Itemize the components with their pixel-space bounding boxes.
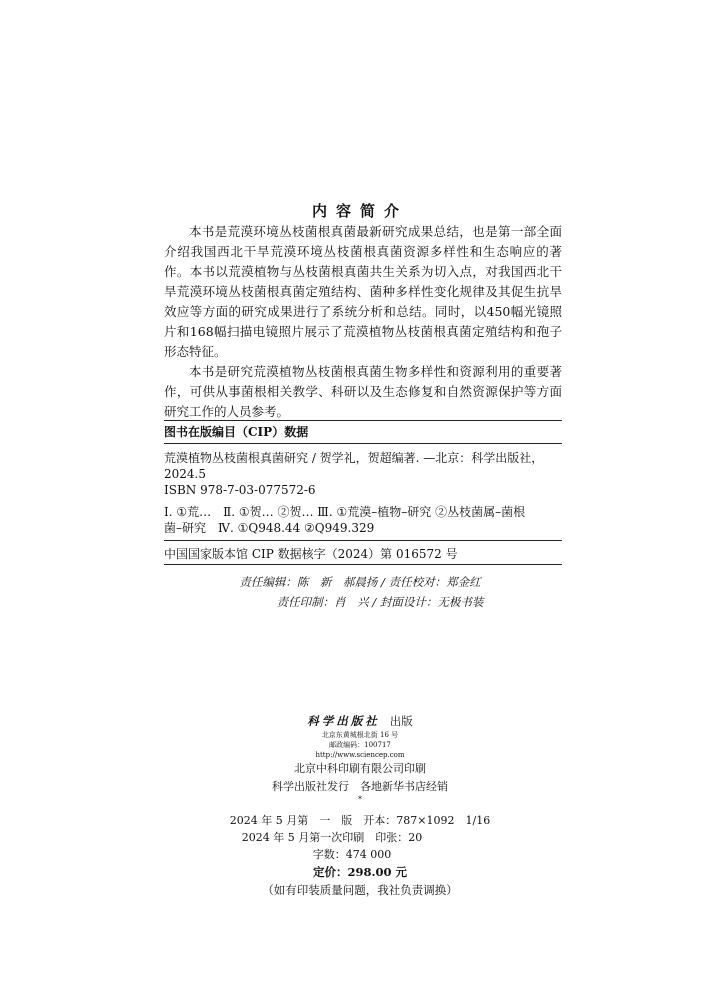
- publisher-address: 北京东黄城根北街 16 号: [321, 731, 399, 739]
- separator-star: *: [358, 795, 362, 804]
- intro-paragraph-2: 本书是研究荒漠植物丛枝菌根真菌生物多样性和资源利用的重要著作，可供从事菌根相关教学、科研以及生态修复和自然资源保护等方面研究工作的人员参考。: [164, 364, 562, 419]
- printer: 北京中科印刷有限公司印刷: [294, 762, 426, 775]
- printing-line: 2024 年 5 月第一次印刷 印张：20: [241, 831, 423, 844]
- edition-line: 2024 年 5 月第 一 版 开本：787×1092 1/16: [229, 814, 491, 827]
- intro-title: 内容简介: [311, 202, 408, 220]
- quality-notice: （如有印装质量问题，我社负责调换）: [262, 883, 458, 897]
- cip-title-line: 荒漠植物丛枝菌根真菌研究 / 贺学礼，贺超编著. —北京：科学出版社，: [164, 451, 544, 465]
- distribution: 科学出版社发行 各地新华书店经销: [272, 780, 448, 793]
- imprint: [0, 712, 720, 899]
- price: 定价：298.00 元: [312, 865, 407, 879]
- credits: [0, 572, 720, 612]
- credits-editors: 责任编辑：陈 新 郝晨扬 / 责任校对：郑金红: [239, 575, 481, 589]
- cip-isbn: ISBN 978-7-03-077572-6: [164, 483, 316, 497]
- word-count: 字数：474 000: [312, 848, 392, 861]
- cip-classification-2: 菌–研究 Ⅳ. ①Q948.44 ②Q949.329: [164, 521, 375, 535]
- cip-heading: 图书在版编目（CIP）数据: [164, 425, 309, 439]
- intro-text: [164, 222, 562, 422]
- credits-production: 责任印制：肖 兴 / 封面设计：无极书装: [276, 595, 484, 609]
- publisher-website: http://www.sciencep.com: [315, 751, 405, 759]
- publish-verb: 出版: [389, 714, 413, 728]
- intro-paragraph-1: 本书是荒漠环境丛枝菌根真菌最新研究成果总结，也是第一部全面介绍我国西北干旱荒漠环境丛枝菌根真菌资源多样性和生态响应的著作。本书以荒漠植物与丛枝菌根真菌共生关系为切入点，对我国西北干旱荒漠环境丛枝菌根真菌定殖结构、菌种多样性变化规律及其促生抗旱效应等方面的研究成果进行了系统分析和总结。同时，以450幅光镜照片和168幅扫描电镜照片展示了荒漠植物丛枝菌根真菌定殖结构和孢子形态特征。: [164, 224, 562, 359]
- cip-title-line-cont: 2024.5: [164, 467, 206, 481]
- cip-block: [164, 420, 562, 565]
- cip-mid-rule: [164, 540, 562, 541]
- publisher-row: [0, 712, 720, 730]
- publisher-postcode: 邮政编码：100717: [329, 741, 391, 749]
- cip-bottom-rule: [164, 564, 562, 565]
- publisher-name: 科学出版社: [307, 714, 380, 728]
- cip-classification-1: Ⅰ. ①荒… Ⅱ. ①贺… ②贺… Ⅲ. ①荒漠–植物–研究 ②丛枝菌属–菌根: [164, 505, 526, 519]
- cip-verification: 中国国家版本馆 CIP 数据核字（2024）第 016572 号: [164, 547, 458, 561]
